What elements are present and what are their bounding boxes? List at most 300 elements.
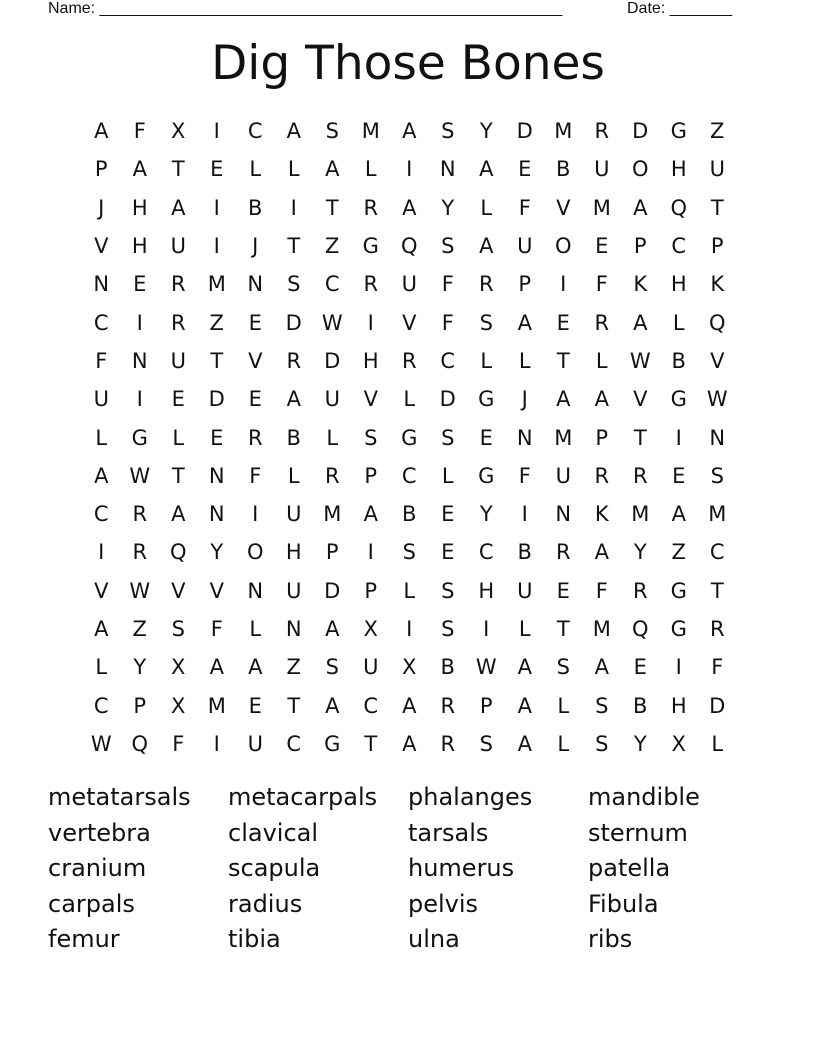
word-list-item: sternum [588,818,688,847]
grid-cell[interactable]: V [94,234,109,259]
grid-cell[interactable]: C [247,119,263,144]
grid-cell[interactable]: M [592,195,611,220]
grid-cell[interactable]: O [246,540,264,565]
grid-row [82,227,737,265]
grid-cell[interactable]: R [594,310,610,335]
grid-cell[interactable]: P [633,234,647,259]
grid-cell[interactable]: E [556,578,570,603]
grid-cell[interactable]: I [290,195,297,220]
grid-cell[interactable]: Z [209,310,224,335]
grid-cell[interactable]: J [521,387,528,412]
grid-cell[interactable]: G [131,425,148,450]
grid-cell[interactable]: D [324,578,341,603]
grid-cell[interactable]: Y [633,731,647,756]
grid-cell[interactable]: A [325,617,340,641]
grid-cell[interactable]: M [323,502,342,527]
grid-cell[interactable]: F [172,731,185,756]
grid-cell[interactable]: H [478,578,495,603]
grid-cell[interactable]: B [402,502,417,527]
grid-cell[interactable]: H [362,348,379,373]
grid-cell[interactable]: U [517,234,533,259]
grid-cell[interactable]: Z [286,655,301,680]
grid-cell[interactable]: F [595,272,608,297]
grid-cell[interactable]: D [632,119,649,144]
grid-cell[interactable]: P [518,272,532,297]
grid-cell[interactable]: L [480,195,493,220]
grid-cell[interactable]: F [441,272,454,297]
grid-cell[interactable]: Z [325,234,340,259]
grid-cell[interactable]: I [136,387,143,412]
grid-cell[interactable]: C [478,540,494,565]
grid-cell[interactable]: M [708,502,727,527]
grid-cell[interactable]: D [709,693,726,718]
grid-cell[interactable]: M [361,119,380,144]
grid-cell[interactable]: T [710,195,724,220]
grid-cell[interactable]: D [516,119,533,144]
grid-cell[interactable]: K [594,502,609,527]
grid-cell[interactable]: L [172,425,185,450]
grid-cell[interactable]: I [406,157,413,182]
grid-cell[interactable]: C [324,272,340,297]
grid-cell[interactable]: G [324,731,341,756]
grid-cell[interactable]: Z [710,119,725,144]
grid-cell[interactable]: S [171,617,185,641]
grid-cell[interactable]: R [363,272,379,297]
date-field[interactable]: Date: _______ [627,0,732,17]
grid-row [82,457,737,495]
grid-cell[interactable]: A [286,119,301,144]
grid-cell[interactable]: D [324,348,341,373]
grid-cell[interactable]: A [248,655,263,680]
grid-cell[interactable]: Z [671,540,686,565]
grid-cell[interactable]: A [594,387,609,412]
grid-cell[interactable]: F [210,617,223,641]
grid-cell[interactable]: R [555,540,571,565]
grid-cell[interactable]: I [213,119,220,144]
grid-cell[interactable]: I [136,310,143,335]
grid-cell[interactable]: A [132,157,147,182]
grid-cell[interactable]: H [131,195,148,220]
grid-cell[interactable]: E [672,463,686,488]
grid-cell[interactable]: N [247,272,264,297]
grid-cell[interactable]: Q [708,310,726,335]
grid-cell[interactable]: E [441,502,455,527]
grid-cell[interactable]: A [402,119,417,144]
grid-cell[interactable]: E [556,310,570,335]
grid-cell[interactable]: T [556,348,570,373]
grid-cell[interactable]: R [286,348,302,373]
grid-cell[interactable]: T [210,348,224,373]
grid-cell[interactable]: Y [133,655,147,680]
grid-cell[interactable]: U [555,463,571,488]
grid-cell[interactable]: Q [631,617,649,641]
grid-cell[interactable]: D [285,310,302,335]
grid-cell[interactable]: C [363,693,379,718]
grid-cell[interactable]: L [403,387,416,412]
grid-cell[interactable]: S [364,425,378,450]
grid-cell[interactable]: A [517,693,532,718]
grid-cell[interactable]: R [132,540,148,565]
grid-cell[interactable]: X [402,655,417,680]
word-list-item: patella [588,854,671,883]
grid-cell[interactable]: E [633,655,647,680]
grid-cell[interactable]: R [632,578,648,603]
word-list-item: radius [228,889,303,918]
grid-cell[interactable]: P [710,234,724,259]
grid-cell[interactable]: H [285,540,302,565]
grid-cell[interactable]: M [207,272,226,297]
grid-cell[interactable]: M [554,425,573,450]
grid-cell[interactable]: S [441,578,455,603]
grid-cell[interactable]: N [247,578,264,603]
grid-cell[interactable]: U [286,578,302,603]
grid-cell[interactable]: C [93,310,109,335]
grid-cell[interactable]: U [93,387,109,412]
grid-cell[interactable]: A [171,195,186,220]
grid-cell[interactable]: T [287,693,301,718]
grid-cell[interactable]: P [479,693,493,718]
grid-cell[interactable]: G [670,119,687,144]
grid-cell[interactable]: U [324,387,340,412]
grid-cell[interactable]: I [367,310,374,335]
grid-cell[interactable]: B [633,693,648,718]
grid-cell[interactable]: U [170,348,186,373]
grid-cell[interactable]: Z [132,617,147,641]
grid-cell[interactable]: E [441,540,455,565]
grid-cell[interactable]: F [133,119,146,144]
grid-cell[interactable]: S [710,463,724,488]
grid-cell[interactable]: A [402,693,417,718]
grid-cell[interactable]: Q [169,540,187,565]
grid-cell[interactable]: M [554,119,573,144]
grid-cell[interactable]: L [95,425,108,450]
grid-cell[interactable]: N [516,425,533,450]
grid-cell[interactable]: A [517,731,532,756]
grid-cell[interactable]: A [325,157,340,182]
grid-cell[interactable]: B [248,195,263,220]
grid-cell[interactable]: U [363,655,379,680]
grid-cell[interactable]: E [595,234,609,259]
grid-cell[interactable]: R [594,119,610,144]
grid-cell[interactable]: P [325,540,339,565]
grid-cell[interactable]: S [325,119,339,144]
grid-cell[interactable]: G [670,617,687,641]
grid-cell[interactable]: R [478,272,494,297]
grid-cell[interactable]: J [252,234,259,259]
grid-cell[interactable]: R [324,463,340,488]
grid-cell[interactable]: R [363,195,379,220]
grid-cell[interactable]: L [249,157,262,182]
grid-cell[interactable]: A [402,731,417,756]
grid-cell[interactable]: N [208,502,225,527]
grid-cell[interactable]: O [554,234,572,259]
grid-cell[interactable]: L [711,731,724,756]
grid-cell[interactable]: L [595,348,608,373]
grid-cell[interactable]: A [633,195,648,220]
grid-cell[interactable]: T [710,578,724,603]
grid-cell[interactable]: S [441,617,455,641]
grid-cell[interactable]: G [670,578,687,603]
grid-cell[interactable]: F [595,578,608,603]
grid-cell[interactable]: A [171,502,186,527]
grid-cell[interactable]: F [518,463,531,488]
grid-cell[interactable]: R [132,502,148,527]
grid-cell[interactable]: V [171,578,186,603]
grid-cell[interactable]: M [592,617,611,641]
grid-cell[interactable]: A [94,463,109,488]
grid-cell[interactable]: G [478,387,495,412]
grid-cell[interactable]: C [286,731,302,756]
grid-cell[interactable]: Q [400,234,418,259]
grid-cell[interactable]: L [480,348,493,373]
grid-cell[interactable]: P [364,578,378,603]
grid-cell[interactable]: X [171,655,186,680]
grid-cell[interactable]: E [133,272,147,297]
grid-cell[interactable]: S [441,119,455,144]
grid-cell[interactable]: A [517,655,532,680]
grid-cell[interactable]: B [556,157,571,182]
grid-cell[interactable]: I [213,234,220,259]
word-list-item: cranium [48,854,147,883]
grid-cell[interactable]: W [706,387,728,412]
grid-cell[interactable]: A [556,387,571,412]
grid-cell[interactable]: A [286,387,301,412]
grid-cell[interactable]: Y [633,540,647,565]
grid-cell[interactable]: L [518,348,531,373]
grid-cell[interactable]: V [363,387,378,412]
grid-cell[interactable]: Q [131,731,149,756]
grid-cell[interactable]: B [671,348,686,373]
grid-cell[interactable]: I [675,425,682,450]
grid-cell[interactable]: A [94,119,109,144]
grid-cell[interactable]: R [709,617,725,641]
grid-cell[interactable]: N [285,617,302,641]
grid-cell[interactable]: F [441,310,454,335]
grid-cell[interactable]: T [364,731,378,756]
grid-cell[interactable]: E [518,157,532,182]
grid-cell[interactable]: E [210,157,224,182]
grid-cell[interactable]: S [287,272,301,297]
grid-cell[interactable]: S [441,234,455,259]
grid-cell[interactable]: U [286,502,302,527]
grid-cell[interactable]: A [633,310,648,335]
grid-cell[interactable]: R [440,731,456,756]
grid-cell[interactable]: A [209,655,224,680]
grid-cell[interactable]: I [406,617,413,641]
grid-cell[interactable]: C [93,693,109,718]
grid-cell[interactable]: Q [670,195,688,220]
grid-cell[interactable]: U [594,157,610,182]
grid-cell[interactable]: Y [479,119,493,144]
grid-cell[interactable]: F [95,348,108,373]
grid-cell[interactable]: R [170,272,186,297]
grid-cell[interactable]: A [402,195,417,220]
grid-cell[interactable]: M [207,693,226,718]
grid-cell[interactable]: I [367,540,374,565]
grid-cell[interactable]: N [93,272,110,297]
grid-cell[interactable]: R [401,348,417,373]
grid-cell[interactable]: F [518,195,531,220]
grid-cell[interactable]: X [363,617,378,641]
grid-cell[interactable]: D [439,387,456,412]
grid-cell[interactable]: R [440,693,456,718]
grid-cell[interactable]: T [287,234,301,259]
grid-cell[interactable]: P [133,693,147,718]
grid-cell[interactable]: E [248,693,262,718]
grid-cell[interactable]: A [94,617,109,641]
word-list-item: scapula [228,854,321,883]
grid-cell[interactable]: S [595,693,609,718]
grid-cell[interactable]: G [401,425,418,450]
grid-cell[interactable]: L [557,693,570,718]
grid-cell[interactable]: W [321,310,343,335]
grid-cell[interactable]: K [633,272,648,297]
grid-cell[interactable]: X [171,119,186,144]
grid-cell[interactable]: W [129,463,151,488]
grid-cell[interactable]: G [670,387,687,412]
grid-cell[interactable]: I [213,195,220,220]
grid-cell[interactable]: H [670,157,687,182]
grid-cell[interactable]: Y [210,540,224,565]
grid-cell[interactable]: G [478,463,495,488]
grid-cell[interactable]: J [98,195,105,220]
grid-cell[interactable]: A [594,655,609,680]
grid-cell[interactable]: B [440,655,455,680]
grid-cell[interactable]: I [560,272,567,297]
grid-cell[interactable]: I [213,731,220,756]
grid-cell[interactable]: L [326,425,339,450]
grid-cell[interactable]: R [247,425,263,450]
grid-row [82,380,737,418]
grid-cell[interactable]: S [479,310,493,335]
grid-cell[interactable]: T [325,195,339,220]
grid-cell[interactable]: A [671,502,686,527]
grid-cell[interactable]: K [710,272,725,297]
grid-cell[interactable]: S [556,655,570,680]
grid-cell[interactable]: X [171,693,186,718]
grid-cell[interactable]: M [631,502,650,527]
grid-cell[interactable]: E [248,387,262,412]
grid-cell[interactable]: C [93,502,109,527]
grid-cell[interactable]: S [325,655,339,680]
grid-cell[interactable]: H [670,272,687,297]
grid-cell[interactable]: N [208,463,225,488]
grid-cell[interactable]: L [364,157,377,182]
grid-cell[interactable]: H [670,693,687,718]
grid-cell[interactable]: E [171,387,185,412]
grid-cell[interactable]: L [557,731,570,756]
grid-cell[interactable]: Y [479,502,493,527]
grid-cell[interactable]: A [594,540,609,565]
grid-cell[interactable]: A [479,234,494,259]
grid-cell[interactable]: L [287,157,300,182]
grid-cell[interactable]: A [479,157,494,182]
grid-cell[interactable]: P [94,157,108,182]
grid-cell[interactable]: N [709,425,726,450]
grid-cell[interactable]: F [249,463,262,488]
grid-cell[interactable]: L [287,463,300,488]
grid-cell[interactable]: V [633,387,648,412]
grid-cell[interactable]: C [440,348,456,373]
grid-cell[interactable]: I [252,502,259,527]
grid-cell[interactable]: W [129,578,151,603]
grid-cell[interactable]: S [595,731,609,756]
grid-cell[interactable]: I [521,502,528,527]
grid-cell[interactable]: L [403,578,416,603]
grid-cell[interactable]: L [95,655,108,680]
word-list-item: Fibula [588,889,659,918]
grid-cell[interactable]: H [131,234,148,259]
grid-cell[interactable]: D [208,387,225,412]
grid-cell[interactable]: U [247,731,263,756]
grid-cell[interactable]: S [479,731,493,756]
grid-cell[interactable]: W [90,731,112,756]
grid-cell[interactable]: P [364,463,378,488]
grid-cell[interactable]: G [362,234,379,259]
grid-cell[interactable]: V [710,348,725,373]
grid-cell[interactable]: U [170,234,186,259]
grid-cell[interactable]: T [556,617,570,641]
grid-cell[interactable]: W [629,348,651,373]
grid-cell[interactable]: C [671,234,687,259]
grid-cell[interactable]: V [209,578,224,603]
grid-cell[interactable]: E [210,425,224,450]
grid-cell[interactable]: A [325,693,340,718]
grid-cell[interactable]: A [517,310,532,335]
grid-cell[interactable]: P [595,425,609,450]
grid-cell[interactable]: C [401,463,417,488]
grid-cell[interactable]: A [363,502,378,527]
grid-cell[interactable]: R [594,463,610,488]
grid-cell[interactable]: L [672,310,685,335]
grid-cell[interactable]: E [248,310,262,335]
grid-cell[interactable]: T [171,463,185,488]
grid-cell[interactable]: L [518,617,531,641]
grid-cell[interactable]: L [249,617,262,641]
grid-cell[interactable]: R [170,310,186,335]
grid-cell[interactable]: V [248,348,263,373]
grid-cell[interactable]: B [517,540,532,565]
grid-cell[interactable]: B [286,425,301,450]
grid-cell[interactable]: V [402,310,417,335]
grid-cell[interactable]: S [441,425,455,450]
grid-cell[interactable]: U [709,157,725,182]
grid-cell[interactable]: S [402,540,416,565]
name-field[interactable]: Name: ____________________________________________________ [48,0,563,17]
grid-cell[interactable]: N [555,502,572,527]
grid-cell[interactable]: F [711,655,724,680]
grid-cell[interactable]: N [439,157,456,182]
grid-cell[interactable]: W [475,655,497,680]
grid-cell[interactable]: Y [441,195,455,220]
grid-cell[interactable]: I [675,655,682,680]
grid-cell[interactable]: I [98,540,105,565]
grid-cell[interactable]: L [441,463,454,488]
grid-cell[interactable]: C [709,540,725,565]
grid-cell[interactable]: U [517,578,533,603]
grid-cell[interactable]: T [633,425,647,450]
grid-cell[interactable]: O [631,157,649,182]
grid-cell[interactable]: X [671,731,686,756]
grid-cell[interactable]: E [479,425,493,450]
grid-cell[interactable]: U [401,272,417,297]
grid-cell[interactable]: V [94,578,109,603]
grid-cell[interactable]: N [131,348,148,373]
grid-cell[interactable]: T [171,157,185,182]
grid-cell[interactable]: I [483,617,490,641]
grid-cell[interactable]: R [632,463,648,488]
grid-cell[interactable]: V [556,195,571,220]
